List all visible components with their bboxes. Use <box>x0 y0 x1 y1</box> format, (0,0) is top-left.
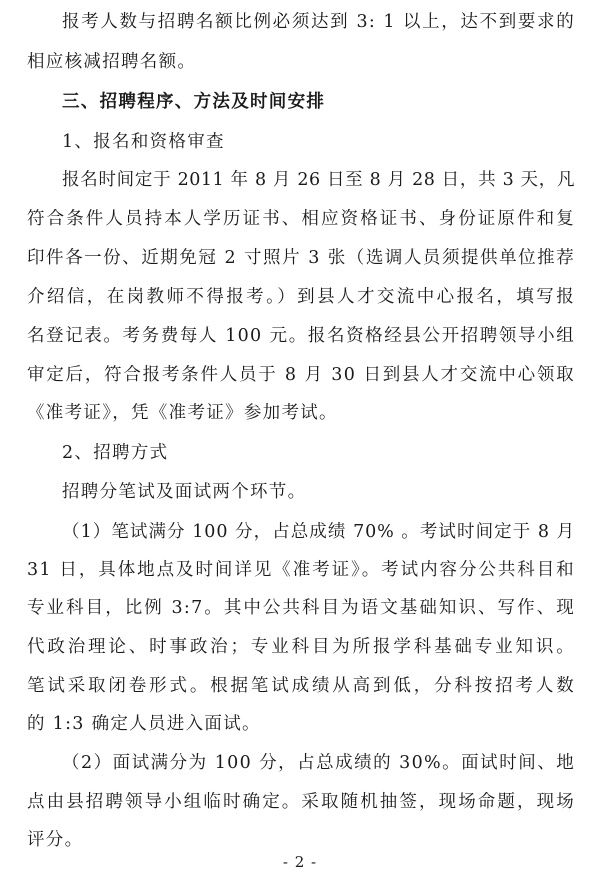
paragraph-line: 介绍信，在岗教师不得报考。）到县人才交流中心报名，填写报 <box>27 287 575 307</box>
paragraph-line: 报考人数与招聘名额比例必须达到 3: 1 以上，达不到要求的 <box>62 12 575 32</box>
paragraph-line: 审定后，符合报考条件人员于 8 月 30 日到县人才交流中心领取 <box>27 365 575 385</box>
paragraph-line: 专业科目，比例 3:7。其中公共科目为语文基础知识、写作、现 <box>27 598 575 618</box>
paragraph-line: 名登记表。考务费每人 100 元。报名资格经县公开招聘领导小组 <box>27 326 575 346</box>
paragraph-line: 评分。 <box>27 830 84 850</box>
paragraph-line: 31 日，具体地点及时间详见《准考证》。考试内容分公共科目和 <box>27 560 575 580</box>
paragraph-line: （2）面试满分为 100 分，占总成绩的 30%。面试时间、地 <box>62 753 575 773</box>
paragraph-line: 报名时间定于 2011 年 8 月 26 日至 8 月 28 日，共 3 天，凡 <box>62 170 575 190</box>
paragraph-line: 《准考证》，凭《准考证》参加考试。 <box>27 403 338 423</box>
paragraph-line: 笔试采取闭卷形式。根据笔试成绩从高到低，分科按招考人数 <box>27 676 575 696</box>
paragraph-line: 印件各一份、近期免冠 2 寸照片 3 张（选调人员须提供单位推荐 <box>27 248 575 268</box>
page-number: - 2 - <box>282 853 318 871</box>
section-heading: 三、招聘程序、方法及时间安排 <box>62 92 326 112</box>
paragraph-line: 招聘分笔试及面试两个环节。 <box>62 482 307 502</box>
paragraph-line: 代政治理论、时事政治；专业科目为所报学科基础专业知识。 <box>27 637 575 657</box>
paragraph-line: （1）笔试满分 100 分，占总成绩 70% 。考试时间定于 8 月 <box>62 522 575 542</box>
subsection-heading: 1、报名和资格审查 <box>62 132 225 152</box>
paragraph-line: 的 1:3 确定人员进入面试。 <box>27 714 261 734</box>
subsection-heading: 2、招聘方式 <box>62 443 169 463</box>
paragraph-line: 点由县招聘领导小组临时确定。采取随机抽签，现场命题，现场 <box>27 792 575 812</box>
paragraph-line: 相应核减招聘名额。 <box>27 52 197 72</box>
paragraph-line: 符合条件人员持本人学历证书、相应资格证书、身份证原件和复 <box>27 209 575 229</box>
